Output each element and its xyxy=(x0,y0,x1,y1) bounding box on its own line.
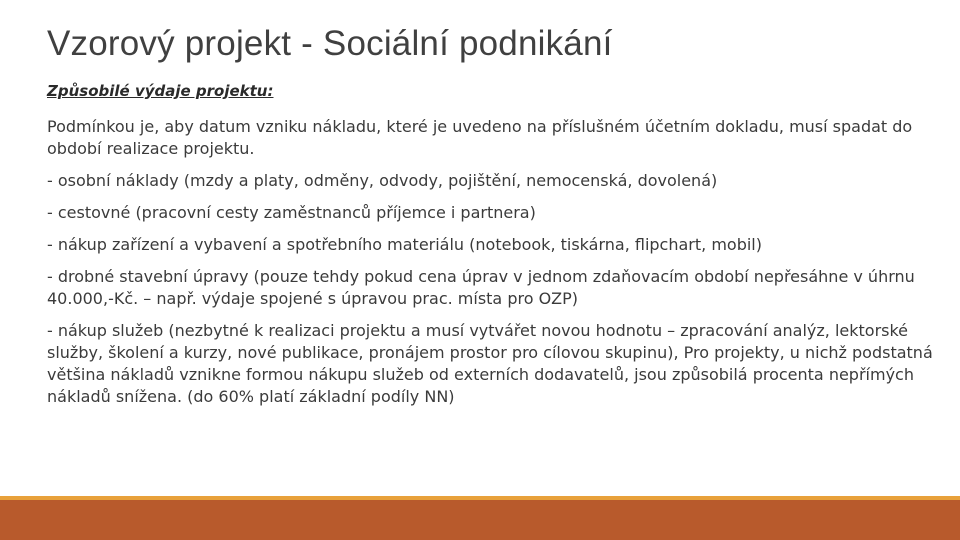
paragraph-condition: Podmínkou je, aby datum vzniku nákladu, které je uvedeno na příslušném účetním dokladu, musí spadat do období realizace projektu. xyxy=(47,117,913,158)
section-subheading: Způsobilé výdaje projektu: xyxy=(47,82,274,100)
footer-bar xyxy=(0,500,960,540)
slide-title: Vzorový projekt - Sociální podnikání xyxy=(47,24,613,63)
list-item-travel: - cestovné (pracovní cesty zaměstnanců příjemce i partnera) xyxy=(47,203,536,222)
list-item-equipment: - nákup zařízení a vybavení a spotřebního materiálu (notebook, tiskárna, flipchart, mobil) xyxy=(47,235,762,254)
slide-content xyxy=(47,80,957,418)
list-item-personal-costs: - osobní náklady (mzdy a platy, odměny, odvody, pojištění, nemocenská, dovolená) xyxy=(47,171,718,190)
list-item-services: - nákup služeb (nezbytné k realizaci projektu a musí vytvářet novou hodnotu – zpracování analýz, lektorské služby, školení a kurzy, nové publikace, pronájem prostor pro cílovou skupinu), Pro projekty, u nichž podstatná většina nákladů vznikne formou nákupu služeb od externích dodavatelů, jsou způsobilá procenta nepřímých nákladů snížena. (do 60% platí základní podíly NN) xyxy=(47,321,933,406)
list-item-construction: - drobné stavební úpravy (pouze tehdy pokud cena úprav v jednom zdaňovacím období nepřesáhne v úhrnu 40.000,-Kč. – např. výdaje spojené s úpravou prac. místa pro OZP) xyxy=(47,267,915,308)
